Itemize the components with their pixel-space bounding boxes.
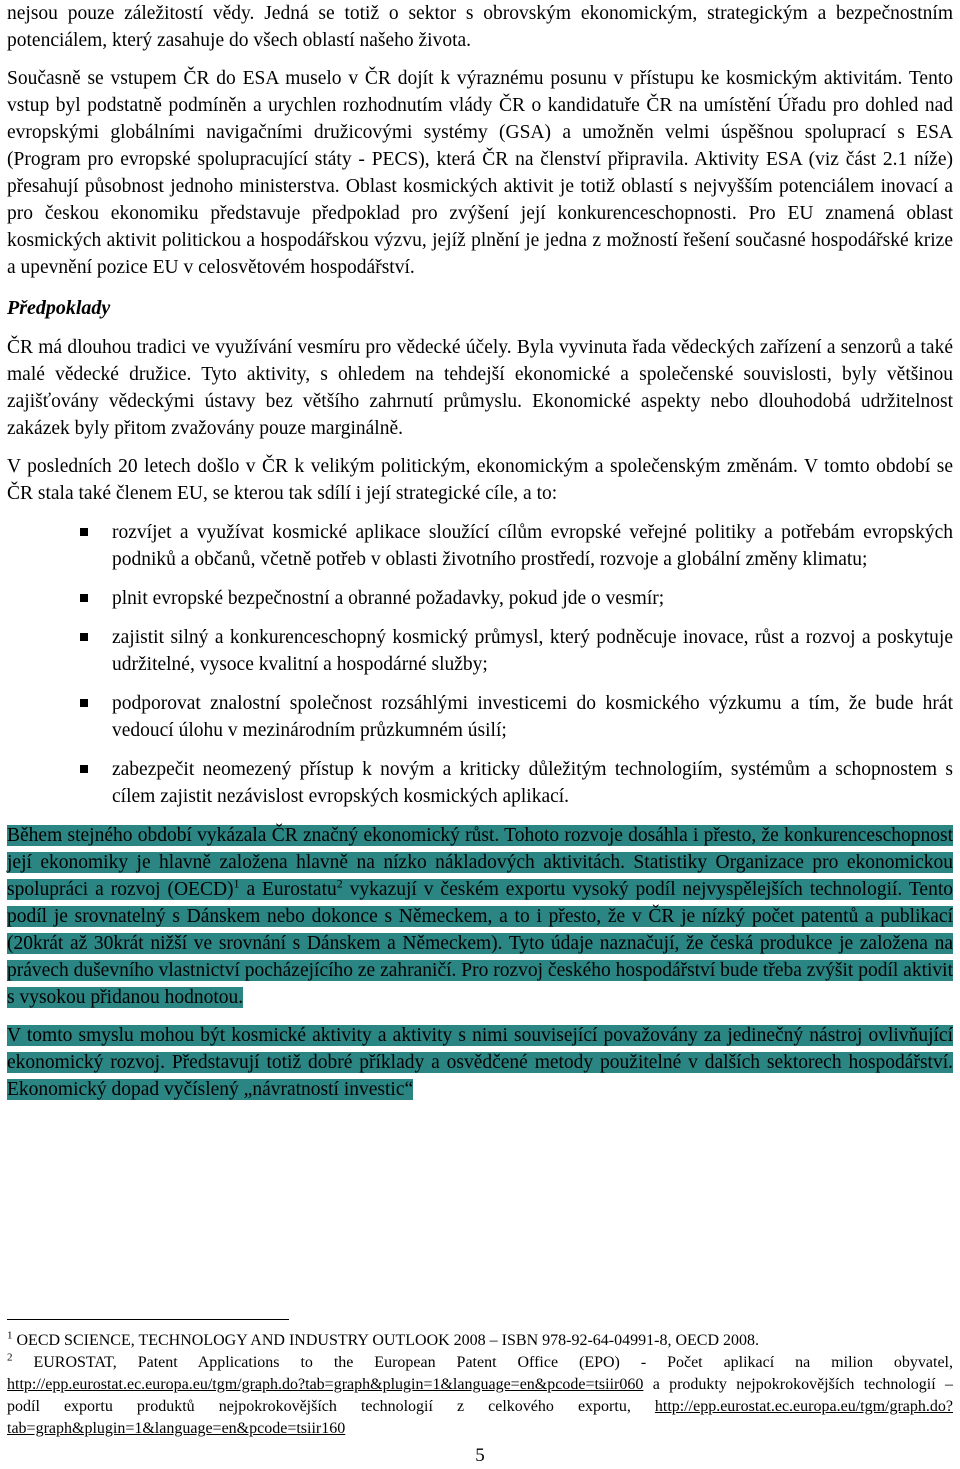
square-bullet-icon xyxy=(80,633,88,641)
footnotes xyxy=(7,1330,953,1440)
paragraph-esa-entry: Současně se vstupem ČR do ESA muselo v ČR dojít k výraznému posunu v přístupu ke kosmickým aktivitám. Tento vstup byl podstatně podmíněn a urychlen rozhodnutím vlády ČR o kandidatuře ČR na umístění Úřadu pro dohled nad evropskými globálními navigačními družicovými systémy (GSA) a umožněn velmi úspěšnou spoluprací s ESA (Program pro evropské spolupracující státy - PECS), která ČR na členství připravila. Aktivity ESA (viz část 2.1 níže) přesahují působnost jednoho ministerstva. Oblast kosmických aktivit je totiž oblastí s nejvyšším potenciálem inovací a pro českou ekonomiku představuje předpoklad pro zvýšení její konkurenceschopnosti. Pro EU znamená oblast kosmických aktivit politickou a hospodářskou výzvu, jejíž plnění je jedna z možností řešení současné hospodářské krize a upevnění pozice EU v celosvětovém hospodářství. xyxy=(7,68,953,278)
footnote-ref-1[interactable]: 1 xyxy=(233,876,240,891)
list-item: plnit evropské bezpečnostní a obranné požadavky, pokud jde o vesmír; xyxy=(7,585,953,612)
paragraph-intro: nejsou pouze záležitostí vědy. Jedná se totiž o sektor s obrovským ekonomickým, strategickým a bezpečnostním potenciálem, který zasahuje do všech oblastí našeho života. xyxy=(7,3,953,51)
footnote-divider xyxy=(7,1319,289,1320)
paragraph-tradition: ČR má dlouhou tradici ve využívání vesmíru pro vědecké účely. Byla vyvinuta řada vědeckých zařízení a senzorů a také malé vědecké družice. Tyto aktivity, s ohledem na tehdejší ekonomické a společenské souvislosti, byly většinou zajišťovány vědeckými ústavy bez většího zahrnutí průmyslu. Ekonomické aspekty nebo dlouhodobá udržitelnost zakázek byly přitom zvažovány pouze marginálně. xyxy=(7,337,953,439)
footnote-2: $^2$ EUROSTAT, Patent Applications to the European Patent Office (EPO) - Počet aplikací na milion obyvatel, http://epp.eurostat.ec.europa.eu/tgm/graph.do?tab=graph&plugin=1&language=en&pcode=tsiir060 a produkty nejpokrokovějších technologií – podíl exportu produktů nejpokrokovějších technologií z celkového exportu, http://epp.eurostat.ec.europa.eu/tgm/graph.do?tab=graph&plugin=1&language=en&pcode=tsiir160 xyxy=(7,1351,953,1437)
square-bullet-icon xyxy=(80,594,88,602)
eurostat-link-tsiir060[interactable]: http://epp.eurostat.ec.europa.eu/tgm/graph.do?tab=graph&plugin=1&language=en&pcode=tsiir060 xyxy=(7,1376,644,1393)
page-number: 5 xyxy=(475,1445,485,1466)
document-page xyxy=(7,0,953,1103)
list-item: zajistit silný a konkurenceschopný kosmický průmysl, který podněcuje inovace, růst a rozvoj a poskytuje udržitelné, vysoce kvalitní a hospodárné služby; xyxy=(7,624,953,678)
footnote-ref-2[interactable]: 2 xyxy=(336,876,343,891)
list-item: rozvíjet a využívat kosmické aplikace sloužící cílům evropské veřejné politiky a potřebám evropských podniků a občanů, včetně potřeb v oblasti životního prostředí, rozvoje a globální změny klimatu; xyxy=(7,519,953,573)
square-bullet-icon xyxy=(80,699,88,707)
paragraph-space-activities-highlighted: V tomto smyslu mohou být kosmické aktivity a aktivity s nimi související považovány za jedinečný nástroj ovlivňující ekonomický rozvoj. Představují totiž dobré příklady a osvědčené metody použitelné v dalších sektorech hospodářství. Ekonomický dopad vyčíslený „návratností investic“ xyxy=(7,1025,953,1100)
section-heading: Předpoklady xyxy=(7,297,111,319)
square-bullet-icon xyxy=(80,528,88,536)
list-item: zabezpečit neomezený přístup k novým a kriticky důležitým technologiím, systémům a schopnostem s cílem zajistit nezávislost evropských kosmických aplikací. xyxy=(7,756,953,810)
paragraph-economic-growth-highlighted: Během stejného období vykázala ČR značný ekonomický růst. Tohoto rozvoje dosáhla i přesto, že konkurenceschopnost její ekonomiky je hlavně založena hlavně na nízko nákladových aktivitách. Statistiky Organizace pro ekonomickou spolupráci a rozvoj (OECD)$^1$ a Eurostatu$^2$ vykazují v českém exportu vysoký podíl nejvyspělejších technologií. Tento podíl je srovnatelný s Dánskem nebo dokonce s Německem, a to i přesto, že v ČR je nízký počet patentů a publikací (20krát až 30krát nižší ve srovnání s Dánskem a Německem). Tyto údaje naznačují, že česká produkce je založena na právech duševního vlastnictví pocházejícího ze zahraničí. Pro rozvoj českého hospodářství bude třeba zvýšit podíl aktivit s vysokou přidanou hodnotou. xyxy=(7,825,954,1008)
paragraph-changes: V posledních 20 letech došlo v ČR k velikým politickým, ekonomickým a společenským změnám. V tomto období se ČR stala také členem EU, se kterou tak sdílí i její strategické cíle, a to: xyxy=(7,456,953,504)
square-bullet-icon xyxy=(80,765,88,773)
list-item: podporovat znalostní společnost rozsáhlými investicemi do kosmického výzkumu a tím, že bude hrát vedoucí úlohu v mezinárodním průzkumném úsilí; xyxy=(7,690,953,744)
eurostat-link-tsiir160[interactable]: http://epp.eurostat.ec.europa.eu/tgm/graph.do?tab=graph&plugin=1&language=en&pcode=tsiir160 xyxy=(7,1398,953,1437)
footnote-1: $^1$ OECD SCIENCE, TECHNOLOGY AND INDUSTRY OUTLOOK 2008 – ISBN 978-92-64-04991-8, OECD 2008. xyxy=(7,1329,759,1349)
strategic-goals-list xyxy=(7,519,953,810)
